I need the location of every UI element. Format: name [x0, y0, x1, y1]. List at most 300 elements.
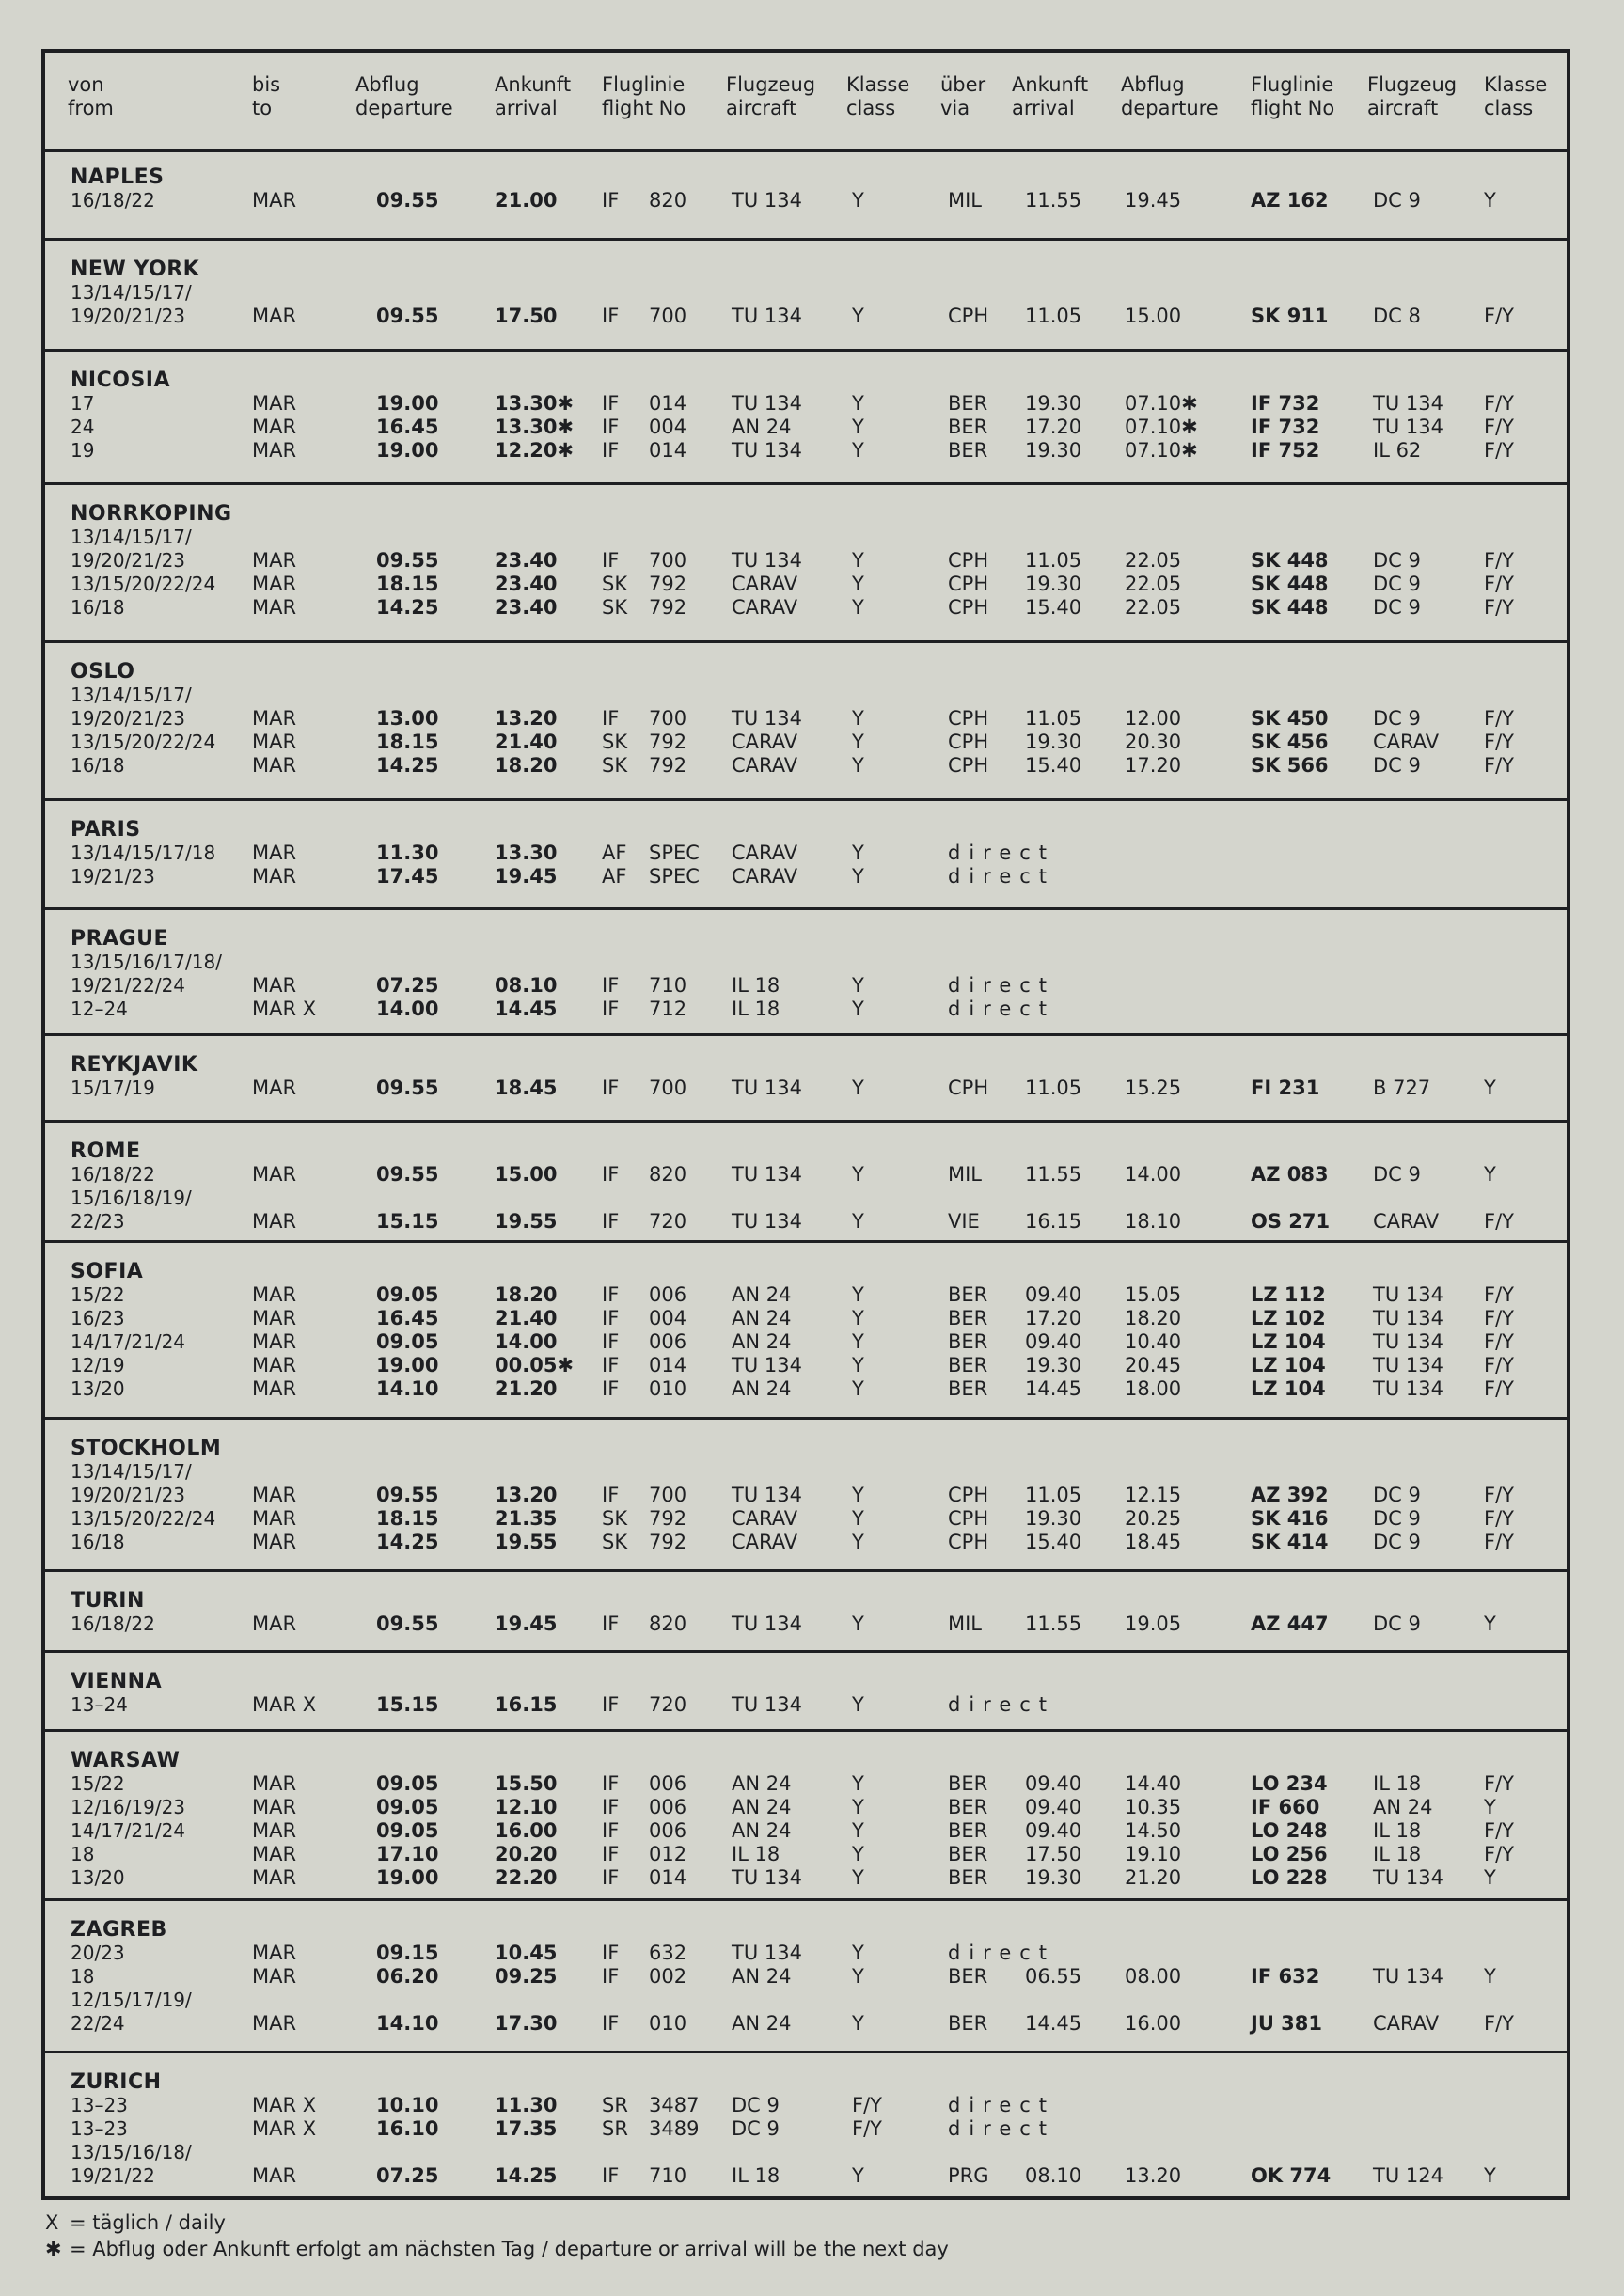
- cell-no: 3489: [649, 2117, 700, 2140]
- cell-to: MAR: [252, 1843, 297, 1865]
- cell-dep: 09.55: [376, 1612, 439, 1635]
- cell-arr2: 11.05: [1025, 305, 1082, 327]
- cell-cl2: F/Y: [1484, 754, 1514, 777]
- cell-dep: 09.05: [376, 1772, 439, 1795]
- cell-cl: Y: [852, 998, 864, 1020]
- cell-to: MAR X: [252, 1693, 317, 1716]
- cell-via: direct: [948, 998, 1056, 1020]
- legend-line: [45, 2236, 949, 2262]
- cell-ac: TU 134: [732, 1612, 802, 1635]
- legend-line: [45, 2210, 226, 2236]
- cell-no: 700: [649, 707, 687, 730]
- cell-ac: TU 134: [732, 305, 802, 327]
- cell-fl2: IF 660: [1251, 1796, 1320, 1818]
- operating-days: 14/17/21/24: [71, 1819, 186, 1842]
- cell-fl: IF: [602, 1283, 620, 1306]
- cell-dep2: 08.00: [1125, 1965, 1182, 1988]
- cell-arr2: 09.40: [1025, 1796, 1082, 1818]
- cell-ac: CARAV: [732, 865, 798, 888]
- cell-to: MAR: [252, 1965, 297, 1988]
- cell-cl2: F/Y: [1484, 1283, 1514, 1306]
- operating-days: 19: [71, 439, 95, 462]
- cell-fl: IF: [602, 1612, 620, 1635]
- operating-days: 22/23: [71, 1210, 125, 1233]
- cell-to: MAR: [252, 1507, 297, 1530]
- cell-via: BER: [948, 1796, 988, 1818]
- cell-no: 792: [649, 596, 687, 619]
- cell-arr: 21.00: [495, 189, 558, 212]
- cell-fl: IF: [602, 1819, 620, 1842]
- schedule-row: [45, 1077, 1567, 1100]
- cell-arr2: 19.30: [1025, 439, 1082, 462]
- schedule-row: [45, 1965, 1567, 1989]
- cell-arr2: 17.20: [1025, 416, 1082, 438]
- cell-cl: Y: [852, 392, 864, 415]
- cell-arr2: 16.15: [1025, 1210, 1082, 1233]
- cell-dep2: 14.00: [1125, 1163, 1182, 1186]
- cell-no: 792: [649, 1507, 687, 1530]
- schedule-row: [45, 1210, 1567, 1234]
- operating-days: 16/23: [71, 1307, 125, 1329]
- cell-dep: 09.05: [376, 1283, 439, 1306]
- cell-arr: 18.20: [495, 754, 558, 777]
- cell-arr2: 11.05: [1025, 549, 1082, 572]
- cell-ac2: IL 62: [1373, 439, 1422, 462]
- cell-ac: TU 134: [732, 707, 802, 730]
- cell-cl: Y: [852, 549, 864, 572]
- cell-fl2: SK 448: [1251, 549, 1329, 572]
- header-class: Klasse class: [846, 73, 910, 119]
- cell-ac: TU 134: [732, 1866, 802, 1889]
- cell-no: 012: [649, 1843, 687, 1865]
- cell-dep2: 12.15: [1125, 1484, 1182, 1506]
- cell-via: direct: [948, 865, 1056, 888]
- cell-no: 010: [649, 1377, 687, 1400]
- cell-no: 3487: [649, 2094, 700, 2116]
- cell-via: MIL: [948, 1612, 983, 1635]
- schedule-row: [45, 1163, 1567, 1187]
- cell-ac: TU 134: [732, 549, 802, 572]
- cell-via: BER: [948, 416, 988, 438]
- cell-fl: IF: [602, 1210, 620, 1233]
- cell-ac2: DC 9: [1373, 1531, 1421, 1553]
- cell-via: CPH: [948, 573, 989, 595]
- cell-no: SPEC: [649, 865, 700, 888]
- cell-arr: 16.00: [495, 1819, 558, 1842]
- cell-ac: DC 9: [732, 2117, 780, 2140]
- cell-cl: Y: [852, 2012, 864, 2035]
- cell-cl: Y: [852, 754, 864, 777]
- cell-ac2: DC 9: [1373, 754, 1421, 777]
- cell-fl: SK: [602, 573, 628, 595]
- legend-key: X: [45, 2211, 59, 2234]
- cell-cl: Y: [852, 1772, 864, 1795]
- cell-to: MAR X: [252, 2117, 317, 2140]
- cell-dep2: 20.25: [1125, 1507, 1182, 1530]
- cell-arr: 13.30✱: [495, 416, 575, 438]
- cell-fl: SK: [602, 1531, 628, 1553]
- cell-to: MAR: [252, 1377, 297, 1400]
- cell-ac: AN 24: [732, 1283, 792, 1306]
- cell-via: direct: [948, 2094, 1056, 2116]
- header-class-2: Klasse class: [1484, 73, 1548, 119]
- cell-cl2: F/Y: [1484, 707, 1514, 730]
- schedule-row: [45, 731, 1567, 754]
- cell-cl: Y: [852, 1693, 864, 1716]
- schedule-row: [45, 1307, 1567, 1330]
- operating-days: 19/20/21/23: [71, 707, 186, 730]
- operating-days: 16/18: [71, 754, 125, 777]
- cell-to: MAR: [252, 1307, 297, 1329]
- operating-days: 13/20: [71, 1377, 125, 1400]
- cell-fl: IF: [602, 1843, 620, 1865]
- cell-ac2: AN 24: [1373, 1796, 1433, 1818]
- cell-no: 004: [649, 1307, 687, 1329]
- cell-cl: Y: [852, 1484, 864, 1506]
- cell-to: MAR: [252, 1077, 297, 1099]
- destination-name: OSLO: [71, 660, 135, 684]
- cell-cl: Y: [852, 731, 864, 753]
- cell-dep: 09.55: [376, 1163, 439, 1186]
- destination-name: ROME: [71, 1140, 141, 1163]
- cell-fl: IF: [602, 1866, 620, 1889]
- schedule-section: [45, 1653, 1567, 1732]
- cell-via: BER: [948, 1330, 988, 1353]
- cell-dep2: 07.10✱: [1125, 392, 1198, 415]
- operating-days: 19/20/21/23: [71, 1484, 186, 1506]
- cell-dep2: 15.05: [1125, 1283, 1182, 1306]
- cell-ac: IL 18: [732, 2164, 780, 2187]
- cell-fl: IF: [602, 1942, 620, 1964]
- cell-via: BER: [948, 1307, 988, 1329]
- cell-to: MAR: [252, 974, 297, 997]
- operating-days: 13/14/15/17/: [71, 1460, 192, 1483]
- cell-fl2: OK 774: [1251, 2164, 1332, 2187]
- cell-dep: 15.15: [376, 1693, 439, 1716]
- operating-days: 24: [71, 416, 95, 438]
- cell-dep2: 22.05: [1125, 549, 1182, 572]
- cell-ac2: TU 134: [1373, 1283, 1443, 1306]
- schedule-row: [45, 549, 1567, 573]
- cell-dep: 14.00: [376, 998, 439, 1020]
- cell-cl2: F/Y: [1484, 596, 1514, 619]
- cell-no: 006: [649, 1772, 687, 1795]
- schedule-row: [45, 1796, 1567, 1819]
- destination-name: PARIS: [71, 818, 141, 841]
- operating-days: 12–24: [71, 998, 128, 1020]
- cell-arr2: 11.05: [1025, 707, 1082, 730]
- cell-dep2: 14.40: [1125, 1772, 1182, 1795]
- cell-arr2: 09.40: [1025, 1819, 1082, 1842]
- cell-fl2: SK 456: [1251, 731, 1329, 753]
- header-flight-no-2: Fluglinie flight No: [1251, 73, 1335, 119]
- cell-fl: IF: [602, 305, 620, 327]
- cell-ac: TU 134: [732, 1693, 802, 1716]
- cell-fl2: SK 566: [1251, 754, 1329, 777]
- cell-to: MAR: [252, 596, 297, 619]
- operating-days: 15/22: [71, 1772, 125, 1795]
- operating-days: 13/14/15/17/: [71, 526, 192, 548]
- schedule-row: [45, 416, 1567, 439]
- destination-name: PRAGUE: [71, 927, 169, 951]
- cell-cl: Y: [852, 841, 864, 864]
- cell-cl: Y: [852, 2164, 864, 2187]
- cell-ac: IL 18: [732, 998, 780, 1020]
- cell-dep2: 17.20: [1125, 754, 1182, 777]
- cell-cl2: F/Y: [1484, 1843, 1514, 1865]
- cell-ac: IL 18: [732, 1843, 780, 1865]
- cell-dep2: 10.35: [1125, 1796, 1182, 1818]
- cell-fl: IF: [602, 1354, 620, 1376]
- cell-ac: AN 24: [732, 1819, 792, 1842]
- cell-via: BER: [948, 1772, 988, 1795]
- cell-via: BER: [948, 2012, 988, 2035]
- schedule-section: [45, 801, 1567, 910]
- cell-to: MAR: [252, 1163, 297, 1186]
- cell-arr: 19.45: [495, 865, 558, 888]
- cell-dep: 10.10: [376, 2094, 439, 2116]
- cell-ac2: TU 134: [1373, 1377, 1443, 1400]
- schedule-row: [45, 1819, 1567, 1843]
- cell-no: 712: [649, 998, 687, 1020]
- schedule-row: [45, 305, 1567, 328]
- operating-days: 12/15/17/19/: [71, 1989, 192, 2011]
- cell-dep2: 18.20: [1125, 1307, 1182, 1329]
- cell-dep: 14.10: [376, 1377, 439, 1400]
- cell-dep2: 22.05: [1125, 596, 1182, 619]
- cell-dep: 14.25: [376, 596, 439, 619]
- cell-via: VIE: [948, 1210, 980, 1233]
- cell-ac2: DC 9: [1373, 596, 1421, 619]
- legend-key: ✱: [45, 2238, 62, 2260]
- cell-no: 792: [649, 1531, 687, 1553]
- destination-name: REYKJAVIK: [71, 1053, 198, 1077]
- cell-dep: 07.25: [376, 2164, 439, 2187]
- schedule-section: [45, 1420, 1567, 1572]
- cell-arr2: 19.30: [1025, 731, 1082, 753]
- cell-cl2: Y: [1484, 2164, 1496, 2187]
- cell-via: MIL: [948, 189, 983, 212]
- cell-cl2: F/Y: [1484, 549, 1514, 572]
- cell-via: BER: [948, 439, 988, 462]
- cell-fl: IF: [602, 549, 620, 572]
- schedule-row: [45, 1330, 1567, 1354]
- cell-ac2: DC 9: [1373, 1507, 1421, 1530]
- cell-dep: 16.10: [376, 2117, 439, 2140]
- operating-days: 13–24: [71, 1693, 128, 1716]
- cell-via: CPH: [948, 1077, 989, 1099]
- schedule-row: [45, 1693, 1567, 1717]
- cell-dep: 14.25: [376, 1531, 439, 1553]
- cell-to: MAR: [252, 305, 297, 327]
- schedule-row: [45, 1531, 1567, 1554]
- cell-cl: Y: [852, 1819, 864, 1842]
- cell-ac: IL 18: [732, 974, 780, 997]
- cell-dep: 11.30: [376, 841, 439, 864]
- cell-cl2: F/Y: [1484, 1484, 1514, 1506]
- cell-cl2: F/Y: [1484, 305, 1514, 327]
- schedule-row: [45, 1283, 1567, 1307]
- cell-no: 710: [649, 974, 687, 997]
- cell-cl2: F/Y: [1484, 1210, 1514, 1233]
- cell-arr2: 09.40: [1025, 1283, 1082, 1306]
- operating-days: 19/21/22/24: [71, 974, 186, 997]
- cell-cl2: Y: [1484, 1612, 1496, 1635]
- cell-arr2: 15.40: [1025, 596, 1082, 619]
- cell-cl2: F/Y: [1484, 1772, 1514, 1795]
- operating-days: 22/24: [71, 2012, 125, 2035]
- cell-fl: AF: [602, 865, 627, 888]
- operating-days: 16/18: [71, 1531, 125, 1553]
- cell-fl2: LZ 104: [1251, 1354, 1326, 1376]
- operating-days: 14/17/21/24: [71, 1330, 186, 1353]
- cell-arr: 23.40: [495, 596, 558, 619]
- operating-days: 13/14/15/17/: [71, 684, 192, 706]
- cell-no: 720: [649, 1693, 687, 1716]
- cell-fl2: AZ 083: [1251, 1163, 1329, 1186]
- cell-ac2: DC 9: [1373, 189, 1421, 212]
- timetable: [41, 49, 1570, 2200]
- cell-arr2: 09.40: [1025, 1330, 1082, 1353]
- cell-fl: SK: [602, 731, 628, 753]
- cell-cl: Y: [852, 1866, 864, 1889]
- cell-via: CPH: [948, 1507, 989, 1530]
- cell-ac: AN 24: [732, 1772, 792, 1795]
- cell-arr2: 19.30: [1025, 573, 1082, 595]
- cell-dep: 07.25: [376, 974, 439, 997]
- cell-ac2: DC 9: [1373, 1612, 1421, 1635]
- operating-days: 13/14/15/17/: [71, 281, 192, 304]
- schedule-row: [45, 189, 1567, 212]
- cell-no: 010: [649, 2012, 687, 2035]
- cell-arr: 14.25: [495, 2164, 558, 2187]
- cell-cl: Y: [852, 573, 864, 595]
- schedule-section: [45, 1732, 1567, 1901]
- cell-cl: Y: [852, 1210, 864, 1233]
- cell-via: CPH: [948, 707, 989, 730]
- cell-arr: 13.20: [495, 1484, 558, 1506]
- cell-to: MAR X: [252, 998, 317, 1020]
- cell-cl2: Y: [1484, 189, 1496, 212]
- header-flight-no: Fluglinie flight No: [602, 73, 686, 119]
- cell-fl: AF: [602, 841, 627, 864]
- cell-dep2: 07.10✱: [1125, 416, 1198, 438]
- cell-cl: Y: [852, 1507, 864, 1530]
- cell-fl: IF: [602, 392, 620, 415]
- cell-arr: 10.45: [495, 1942, 558, 1964]
- cell-no: 792: [649, 731, 687, 753]
- cell-arr: 17.50: [495, 305, 558, 327]
- cell-fl2: AZ 162: [1251, 189, 1329, 212]
- cell-ac2: TU 134: [1373, 1866, 1443, 1889]
- cell-to: MAR: [252, 1484, 297, 1506]
- destination-name: NICOSIA: [71, 369, 171, 392]
- cell-to: MAR: [252, 416, 297, 438]
- cell-to: MAR: [252, 731, 297, 753]
- cell-dep: 19.00: [376, 1354, 439, 1376]
- cell-to: MAR: [252, 1796, 297, 1818]
- cell-fl: SK: [602, 596, 628, 619]
- cell-cl: Y: [852, 1307, 864, 1329]
- cell-ac: AN 24: [732, 1796, 792, 1818]
- cell-ac: TU 134: [732, 1163, 802, 1186]
- cell-dep2: 12.00: [1125, 707, 1182, 730]
- destination-name: ZAGREB: [71, 1918, 167, 1942]
- cell-cl2: F/Y: [1484, 1307, 1514, 1329]
- cell-dep2: 22.05: [1125, 573, 1182, 595]
- operating-days: 13/15/16/17/18/: [71, 951, 222, 973]
- cell-arr: 17.35: [495, 2117, 558, 2140]
- header-departure: Abflug departure: [355, 73, 453, 119]
- schedule-row: [45, 1507, 1567, 1531]
- cell-arr2: 11.05: [1025, 1077, 1082, 1099]
- cell-cl2: F/Y: [1484, 439, 1514, 462]
- cell-dep2: 07.10✱: [1125, 439, 1198, 462]
- cell-arr2: 11.55: [1025, 189, 1082, 212]
- cell-dep2: 10.40: [1125, 1330, 1182, 1353]
- cell-via: direct: [948, 1693, 1056, 1716]
- cell-arr: 12.10: [495, 1796, 558, 1818]
- cell-ac: CARAV: [732, 754, 798, 777]
- cell-arr: 23.40: [495, 549, 558, 572]
- cell-arr2: 14.45: [1025, 1377, 1082, 1400]
- cell-no: 820: [649, 1612, 687, 1635]
- cell-arr: 12.20✱: [495, 439, 575, 462]
- cell-dep: 15.15: [376, 1210, 439, 1233]
- cell-to: MAR: [252, 439, 297, 462]
- cell-fl: IF: [602, 2012, 620, 2035]
- operating-days: 16/18/22: [71, 1612, 155, 1635]
- cell-fl: IF: [602, 1772, 620, 1795]
- cell-arr: 23.40: [495, 573, 558, 595]
- cell-ac2: DC 9: [1373, 549, 1421, 572]
- cell-ac2: TU 134: [1373, 392, 1443, 415]
- cell-via: direct: [948, 2117, 1056, 2140]
- cell-no: 014: [649, 1354, 687, 1376]
- cell-arr: 18.45: [495, 1077, 558, 1099]
- cell-arr: 21.40: [495, 1307, 558, 1329]
- cell-arr: 19.55: [495, 1210, 558, 1233]
- operating-days: 16/18: [71, 596, 125, 619]
- cell-cl: Y: [852, 1077, 864, 1099]
- cell-via: CPH: [948, 731, 989, 753]
- cell-ac: AN 24: [732, 2012, 792, 2035]
- cell-arr2: 17.20: [1025, 1307, 1082, 1329]
- operating-days: 13/15/16/18/: [71, 2141, 192, 2163]
- cell-fl2: JU 381: [1251, 2012, 1323, 2035]
- cell-cl: Y: [852, 1283, 864, 1306]
- cell-fl2: SK 448: [1251, 596, 1329, 619]
- cell-dep: 09.55: [376, 549, 439, 572]
- cell-to: MAR: [252, 1283, 297, 1306]
- cell-to: MAR X: [252, 2094, 317, 2116]
- cell-ac: TU 134: [732, 189, 802, 212]
- cell-dep2: 13.20: [1125, 2164, 1182, 2187]
- cell-to: MAR: [252, 189, 297, 212]
- schedule-row: [45, 865, 1567, 889]
- cell-dep2: 14.50: [1125, 1819, 1182, 1842]
- operating-days: 13–23: [71, 2117, 128, 2140]
- operating-days: 13–23: [71, 2094, 128, 2116]
- cell-to: MAR: [252, 841, 297, 864]
- header-via: über via: [940, 73, 986, 119]
- cell-fl2: LZ 102: [1251, 1307, 1326, 1329]
- cell-arr: 13.30✱: [495, 392, 575, 415]
- header-aircraft: Flugzeug aircraft: [726, 73, 816, 119]
- cell-no: 002: [649, 1965, 687, 1988]
- cell-cl: Y: [852, 1612, 864, 1635]
- schedule-section: [45, 149, 1567, 241]
